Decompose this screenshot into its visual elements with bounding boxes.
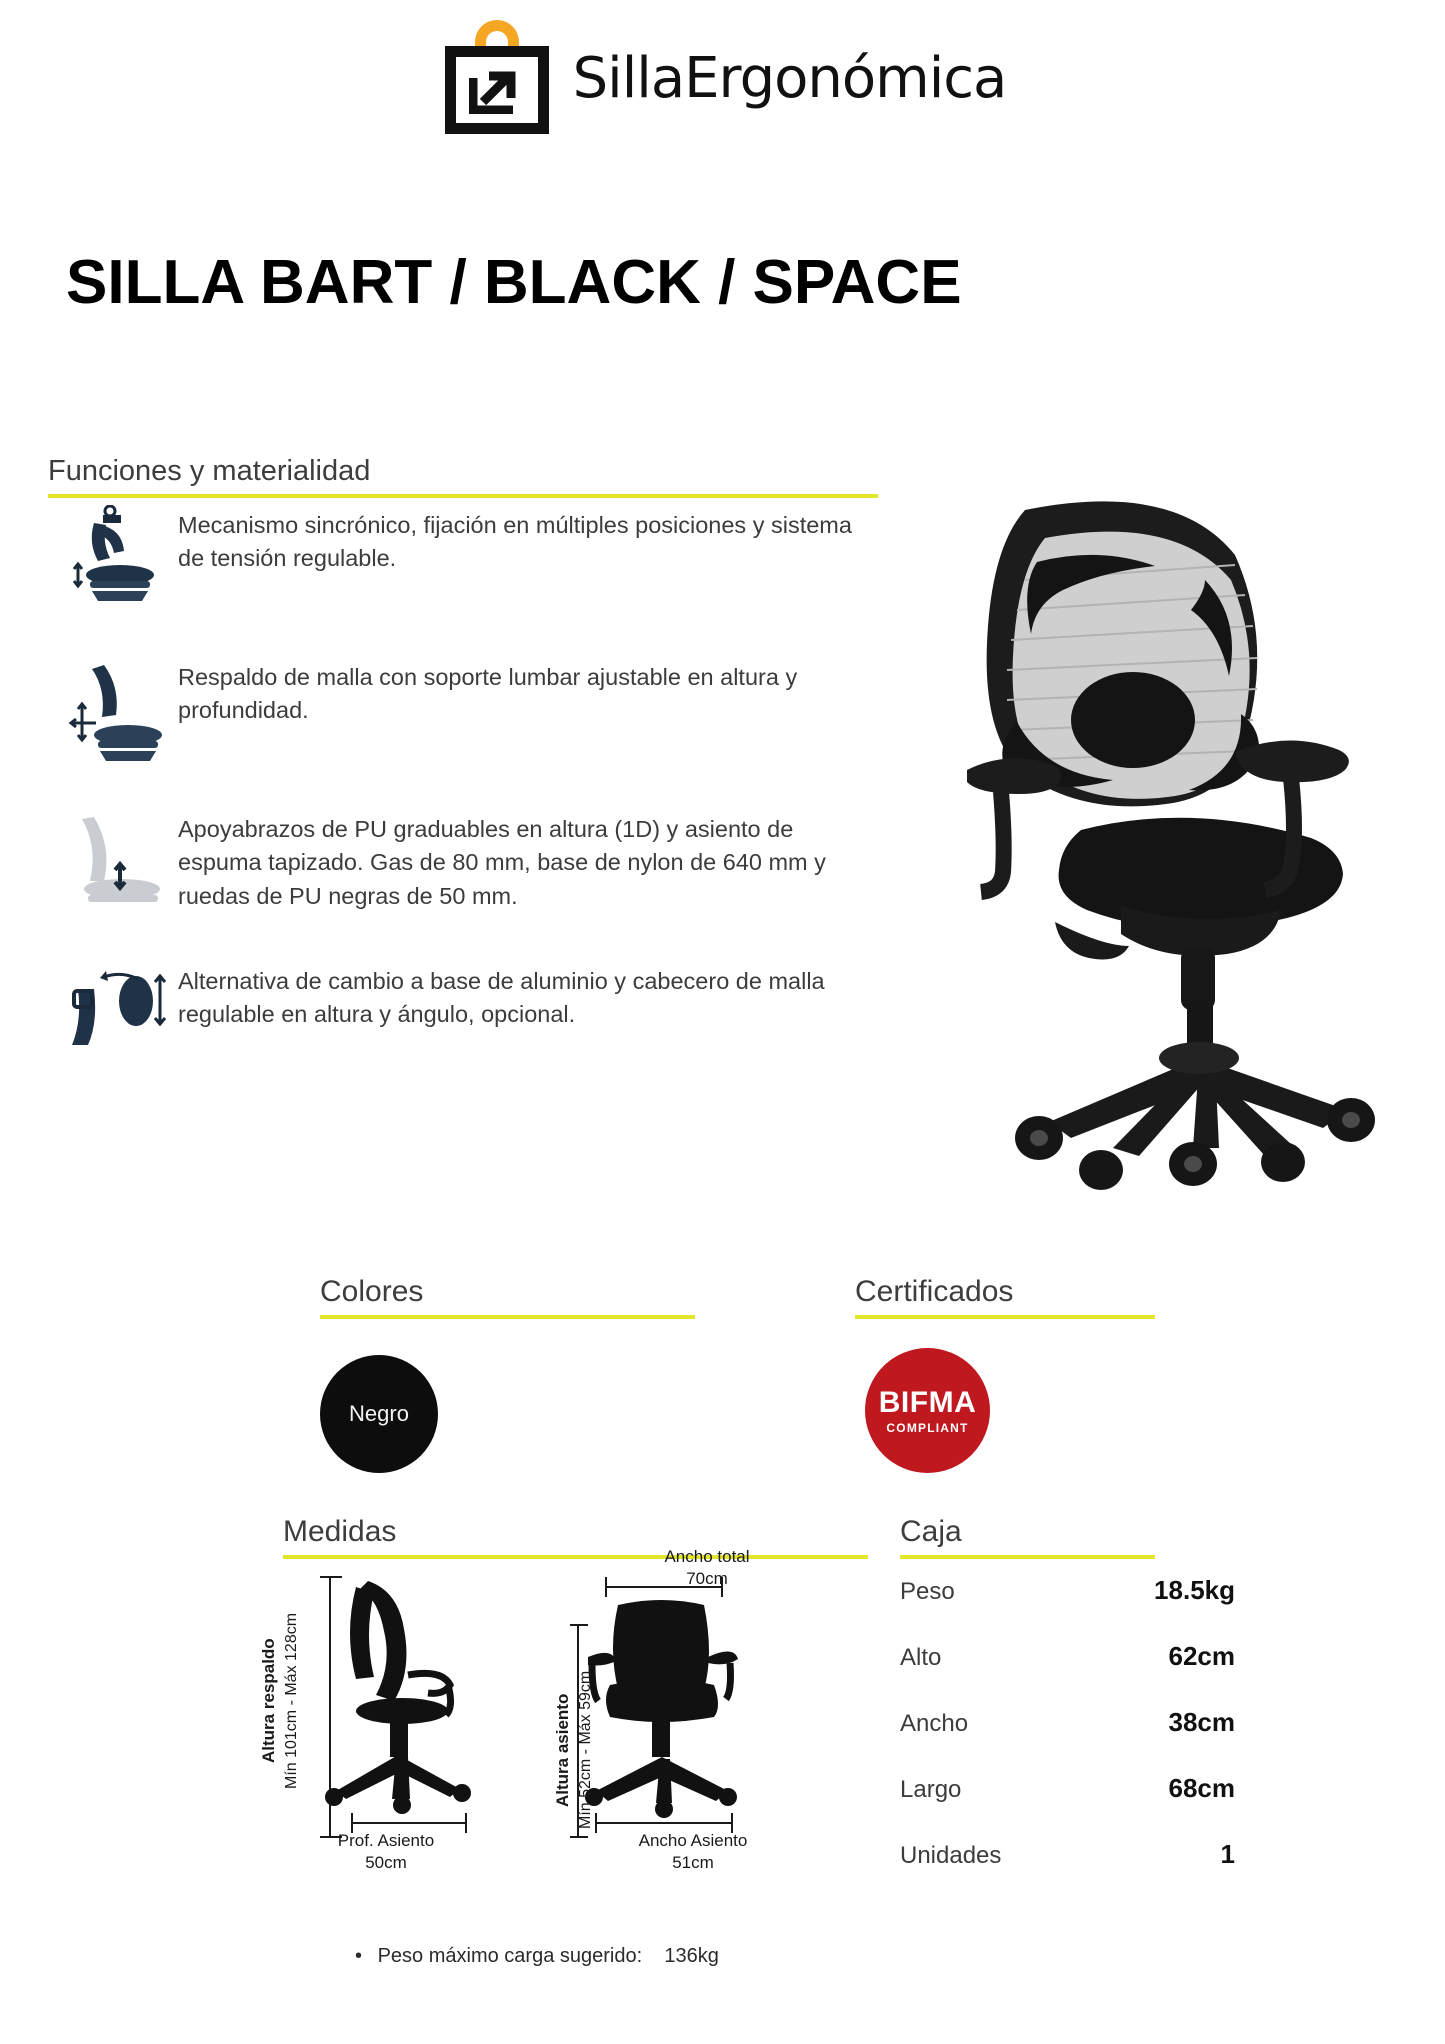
seat-depth-caption (296, 1830, 476, 1874)
seat-width-caption (598, 1830, 788, 1874)
seat-height-range: Mín 52cm - Máx 59cm (577, 1670, 594, 1830)
table-row (900, 1773, 1235, 1804)
max-load-label: Peso máximo carga sugerido: (377, 1945, 643, 1967)
cert-name: BIFMA (878, 1385, 977, 1419)
table-row (900, 1641, 1235, 1672)
box-value: 68cm (1168, 1773, 1235, 1803)
box-spec-table (900, 1575, 1235, 1905)
feature-text: Alternativa de cambio a base de aluminio y cabecero de malla regulable en altura y ángulo, opcional. (178, 968, 825, 1028)
logo-arrow-icon (469, 70, 517, 114)
seat-width-value: 51cm (672, 1853, 714, 1873)
feature-text: Respaldo de malla con soporte lumbar ajustable en altura y profundidad. (178, 664, 798, 724)
box-key: Largo (900, 1776, 962, 1803)
chair-sync-mechanism-icon (48, 505, 178, 623)
feature-text: Mecanismo sincrónico, fijación en múltiples posiciones y sistema de tensión regulable. (178, 512, 852, 572)
box-value: 38cm (1168, 1707, 1235, 1737)
chair-headrest-angle-icon (48, 961, 178, 1079)
chair-seat-height-icon (48, 809, 178, 927)
seat-depth-value: 50cm (365, 1853, 407, 1873)
feature-text: Apoyabrazos de PU graduables en altura (1D) y asiento de espuma tapizado. Gas de 80 mm, base de nylon de 640 mm y ruedas de PU negras de 50 mm. (178, 816, 826, 909)
table-row (900, 1707, 1235, 1738)
list-item (48, 809, 878, 927)
max-load-value: 136kg (664, 1945, 719, 1967)
list-item (48, 505, 878, 623)
max-load-note (355, 1945, 719, 1968)
seat-depth-label: Prof. Asiento (337, 1831, 435, 1850)
total-width-value: 70cm (686, 1569, 728, 1589)
chair-lumbar-support-icon (48, 657, 178, 775)
side-height-range: Mín 101cm - Máx 128cm (283, 1612, 300, 1789)
section-title-measures: Medidas (283, 1515, 868, 1559)
box-value: 62cm (1168, 1641, 1235, 1671)
page-title: SILLA BART / BLACK / SPACE (66, 248, 962, 317)
seat-height-title: Altura asiento (553, 1693, 572, 1807)
color-swatch-negro (320, 1355, 438, 1473)
shopping-bag-logo-icon (439, 18, 555, 138)
side-height-label (258, 1578, 279, 1823)
status-badge (865, 1348, 990, 1473)
table-row (900, 1839, 1235, 1870)
box-key: Alto (900, 1644, 942, 1671)
seat-width-label: Ancho Asiento (638, 1831, 748, 1850)
table-row (900, 1575, 1235, 1606)
seat-height-label (552, 1650, 573, 1850)
section-title-certificates: Certificados (855, 1275, 1155, 1319)
total-width-caption (622, 1546, 792, 1590)
box-value: 1 (1220, 1839, 1235, 1869)
bullet-icon: • (355, 1945, 363, 1967)
box-key: Peso (900, 1578, 955, 1605)
box-value: 18.5kg (1154, 1575, 1235, 1605)
total-width-label: Ancho total (664, 1547, 750, 1566)
features-list (48, 505, 878, 1113)
side-height-title: Altura respaldo (259, 1638, 278, 1763)
section-title-box: Caja (900, 1515, 1155, 1559)
cert-subtitle: COMPLIANT (886, 1420, 969, 1435)
brand-name: SillaErgonómica (572, 45, 1007, 111)
brand-logo (0, 18, 1445, 138)
box-key: Ancho (900, 1710, 969, 1737)
list-item (48, 961, 878, 1079)
box-key: Unidades (900, 1842, 1002, 1869)
color-swatch-label: Negro (349, 1401, 409, 1426)
section-title-features: Funciones y materialidad (48, 455, 878, 498)
product-photo (905, 470, 1425, 1190)
list-item (48, 657, 878, 775)
section-title-colors: Colores (320, 1275, 695, 1319)
